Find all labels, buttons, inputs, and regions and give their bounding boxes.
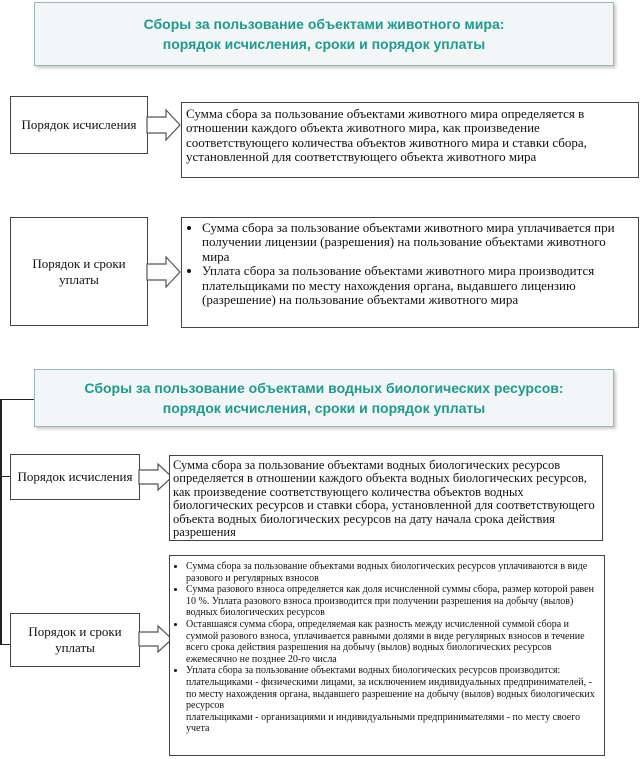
section1-pay-arrow-icon <box>146 255 182 289</box>
section2-pay-label-line2: уплаты <box>55 640 95 655</box>
section2-pay-label <box>10 613 140 667</box>
section2-calc-text: Сумма сбора за пользование объектами водных биологических ресурсов определяется в отношении каждого объекта водных биологических ресурсов, как произведение соответствующего количества объектов водных биологических ресурсов и ставки сбора, установленной для соответствующего объекта водных биологических ресурсов на дату начала срока действия разрешения <box>173 458 595 540</box>
section2-left-connector <box>0 399 2 645</box>
section1-pay-label-line2: уплаты <box>59 271 99 287</box>
list-item: • Уплата сбора за пользование объектами животного мира производится плательщиками по месту нахождения органа, выдавшего лицензию (разрешение) на пользование объектами животного мира <box>202 264 634 307</box>
list-item: • Сумма разового взноса определяется как доля исчисленной суммы сбора, размер которой равен 10 %. Уплата разового взноса производится при получении разрешения на добычу (вылов) водных биологических ресурсов <box>186 584 600 619</box>
section2-pay-list <box>174 561 600 735</box>
section1-pay-list <box>186 221 634 307</box>
pay-item4-part1: плательщиками - физическими лицами, за исключением индивидуальных предпринимателей, - по месту нахождения органа, выдавшего разрешение на добычу (вылов) водных биологических ресурсов <box>186 676 595 712</box>
section1-calc-label <box>10 96 148 154</box>
section1-calc-label-text: Порядок исчисления <box>21 117 137 132</box>
section1-calc-content <box>181 102 639 178</box>
section1-pay-label <box>10 217 148 326</box>
section2-calc-label <box>10 454 140 500</box>
section2-calc-content <box>169 455 603 541</box>
pay-item4-intro: Уплата сбора за пользование объектами водных биологических ресурсов производится: <box>186 665 561 677</box>
section2-pay-label-line1: Порядок и сроки <box>28 624 122 639</box>
section2-pay-content <box>169 555 605 756</box>
section2-header-line2: порядок исчисления, сроки и порядок уплаты <box>162 400 486 416</box>
section2-header-line1: Сборы за пользование объектами водных биологических ресурсов: <box>84 380 564 396</box>
section2-header <box>34 369 614 427</box>
pay-item4-part2: плательщиками - организациями и индивидуальными предпринимателями - по месту своего учета <box>186 711 581 735</box>
section2-connector-calc <box>0 476 10 477</box>
section1-pay-content <box>181 217 639 328</box>
section1-header-line2: порядок исчисления, сроки и порядок уплаты <box>162 36 486 52</box>
section1-calc-text: Сумма сбора за пользование объектами животного мира определяется в отношении каждого объекта животного мира, как произведение соответствующего количества объектов животного мира и ставки сбора, установленной для соответствующего объекта животного мира <box>186 106 587 165</box>
section1-pay-label-line1: Порядок и сроки <box>32 255 126 271</box>
section1-header <box>34 2 614 66</box>
list-item: • Сумма сбора за пользование объектами животного мира уплачивается при получении лицензии (разрешения) на пользование объектами животного мира <box>202 221 634 264</box>
section2-connector-top <box>0 399 34 400</box>
section1-calc-arrow-icon <box>146 108 182 142</box>
list-item: • Сумма сбора за пользование объектами водных биологических ресурсов уплачиваются в виде разового и регулярных взносов <box>186 561 600 584</box>
section2-connector-pay <box>0 644 10 645</box>
list-item: • Оставшаяся сумма сбора, определяемая как разность между исчисленной суммой сбора и суммой разового взноса, уплачивается равными долями в виде регулярных взносов в течение всего срока действия разрешения на добычу (вылов) водных биологических ресурсов ежемесячно не позднее 20-го числа <box>186 619 600 665</box>
list-item <box>186 665 600 735</box>
section1-header-line1: Сборы за пользование объектами животного мира: <box>143 16 505 32</box>
section2-calc-label-text: Порядок исчисления <box>17 469 133 484</box>
